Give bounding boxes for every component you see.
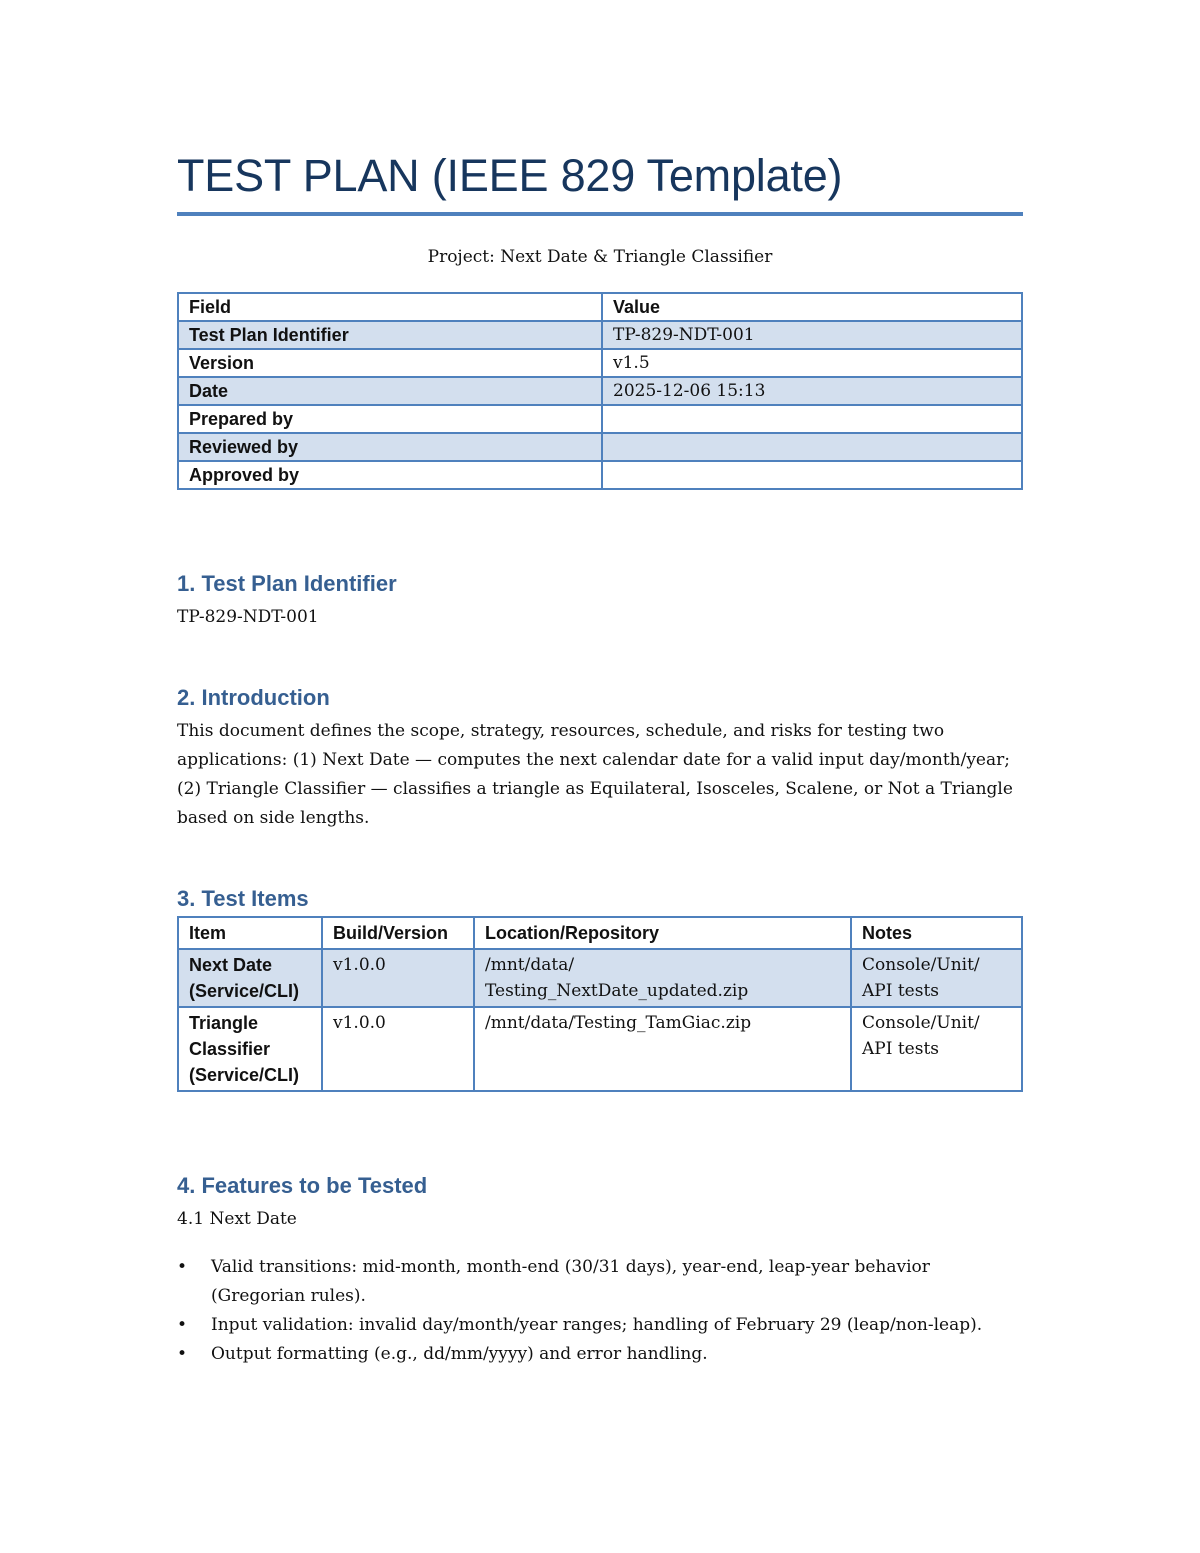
table-row [179, 322, 1021, 350]
notes-line: API tests [862, 981, 940, 1001]
section-heading-identifier: 1. Test Plan Identifier [177, 571, 397, 596]
list-item [177, 1311, 1023, 1340]
item-name-line: (Service/CLI) [189, 981, 300, 1001]
introduction-text: This document defines the scope, strategy, resources, schedule, and risks for testing two applications: (1) Next Date — computes the next calendar date for a valid input day/month/year; (2) Triangle Classifier — classifies a triangle as Equilateral, Isosceles, Scalene, or Not a Triangle based on side lengths. [177, 721, 1013, 828]
bullet-icon: • [177, 1315, 188, 1335]
item-name-line: Next Date [189, 955, 273, 975]
list-item [177, 1340, 1023, 1369]
bullet-icon: • [177, 1344, 188, 1364]
document-title: TEST PLAN (IEEE 829 Template) [177, 150, 1023, 216]
field-label: Date [179, 378, 603, 406]
table-row [179, 462, 1021, 488]
document-content [177, 150, 1023, 1369]
table-row [179, 434, 1021, 462]
table-header-row [179, 918, 1021, 950]
field-label: Prepared by [179, 406, 603, 434]
item-name-line: (Service/CLI) [189, 1065, 300, 1085]
list-item-text: Input validation: invalid day/month/year ranges; handling of February 29 (leap/non-leap). [211, 1315, 983, 1335]
item-name-line: Classifier [189, 1039, 271, 1059]
field-label: Version [179, 350, 603, 378]
table-header-row [179, 294, 1021, 322]
section-heading-introduction: 2. Introduction [177, 685, 330, 710]
table-row [179, 350, 1021, 378]
identifier-text: TP-829-NDT-001 [177, 607, 319, 627]
table-row [179, 1008, 1021, 1090]
field-value: 2025-12-06 15:13 [603, 378, 1021, 406]
list-item-text: Output formatting (e.g., dd/mm/yyyy) and error handling. [211, 1344, 708, 1364]
table-row [179, 378, 1021, 406]
table-row [179, 406, 1021, 434]
field-label: Approved by [179, 462, 603, 488]
features-list [177, 1253, 1023, 1369]
field-value: TP-829-NDT-001 [603, 322, 1021, 350]
location-line: /mnt/data/ [485, 955, 575, 975]
header-notes: Notes [852, 918, 1021, 950]
field-value: v1.5 [603, 350, 1021, 378]
field-label: Reviewed by [179, 434, 603, 462]
list-item [177, 1253, 1023, 1311]
notes-line: Console/Unit/ [862, 1013, 980, 1033]
notes-line: Console/Unit/ [862, 955, 980, 975]
location-line: /mnt/data/Testing_TamGiac.zip [485, 1013, 752, 1033]
header-build-version: Build/Version [323, 918, 475, 950]
item-notes [852, 1008, 1021, 1090]
section-heading-test-items: 3. Test Items [177, 886, 309, 911]
project-subtitle: Project: Next Date & Triangle Classifier [427, 247, 773, 267]
header-value: Value [603, 294, 1021, 322]
header-location: Location/Repository [475, 918, 852, 950]
field-value [603, 434, 1021, 462]
header-item: Item [179, 918, 323, 950]
notes-line: API tests [862, 1039, 940, 1059]
list-item-text: Valid transitions: mid-month, month-end (30/31 days), year-end, leap-year behavior (Gregorian rules). [211, 1257, 930, 1306]
header-field: Field [179, 294, 603, 322]
section-heading-features: 4. Features to be Tested [177, 1173, 428, 1198]
features-subheading: 4.1 Next Date [177, 1209, 297, 1229]
field-value [603, 462, 1021, 488]
location-line: Testing_NextDate_updated.zip [485, 981, 749, 1001]
item-name [179, 950, 323, 1008]
bullet-icon: • [177, 1257, 188, 1277]
item-location [475, 1008, 852, 1090]
item-notes [852, 950, 1021, 1008]
item-name [179, 1008, 323, 1090]
table-row [179, 950, 1021, 1008]
test-items-table [177, 916, 1023, 1092]
item-location [475, 950, 852, 1008]
item-version: v1.0.0 [323, 950, 475, 1008]
item-name-line: Triangle [189, 1013, 259, 1033]
item-version: v1.0.0 [323, 1008, 475, 1090]
field-value [603, 406, 1021, 434]
document-info-table [177, 292, 1023, 490]
field-label: Test Plan Identifier [179, 322, 603, 350]
